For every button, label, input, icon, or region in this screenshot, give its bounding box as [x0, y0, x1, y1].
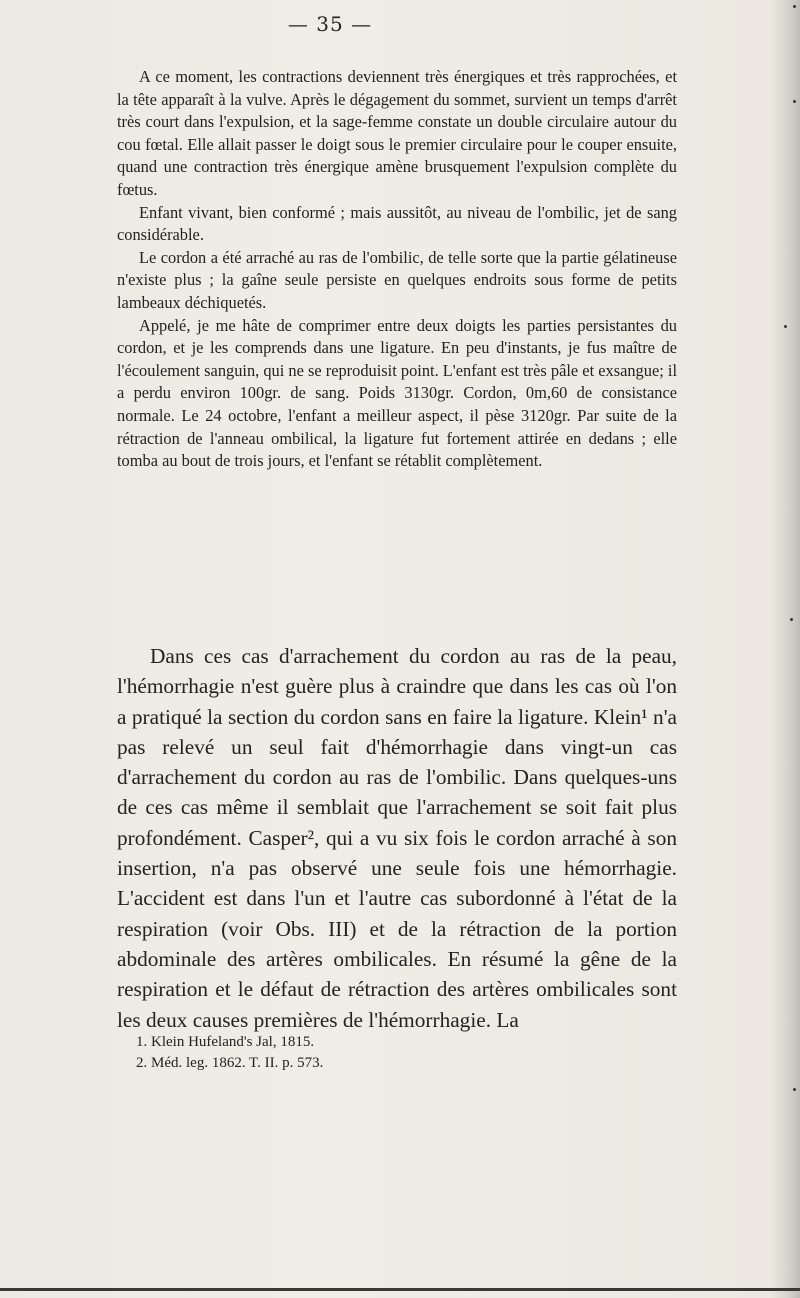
observation-paragraph: A ce moment, les contractions deviennent très énergiques et très rapprochées, et la tête apparaît à la vulve. Après le dégagement du sommet, survient un temps d'arrêt très court dans l'expulsion, et la sage-femme constate un double circulaire autour du cou fœtal. Elle allait passer le doigt sous le premier circulaire pour le couper ensuite, quand une contraction très énergique amène brusquement l'expulsion complète du fœtus.	[117, 67, 677, 199]
page-bottom-edge	[0, 1288, 800, 1291]
observation-paragraph: Appelé, je me hâte de comprimer entre deux doigts les parties persistantes du cordon, et je les comprends dans une ligature. En peu d'instants, je fus maître de l'écoulement sanguin, qui ne se reproduisit point. L'enfant est très pâle et exsangue; il a perdu environ 100gr. de sang. Poids 3130gr. Cordon, 0m,60 de consistance normale. Le 24 octobre, l'enfant a meilleur aspect, il pèse 3120gr. Par suite de la rétraction de l'anneau ombilical, la ligature fut fortement attirée en dedans ; elle tomba au bout de trois jours, et l'enfant se rétablit complètement.	[117, 315, 677, 471]
footnotes	[117, 1032, 677, 1074]
main-text-block	[117, 641, 677, 1035]
scan-speck	[784, 325, 787, 328]
footnote-2: 2. Méd. leg. 1862. T. II. p. 573.	[136, 1055, 324, 1071]
footnote-1: 1. Klein Hufeland's Jal, 1815.	[136, 1034, 315, 1050]
observation-text-block	[117, 66, 677, 473]
observation-paragraph: Le cordon a été arraché au ras de l'ombilic, de telle sorte que la partie gélatineuse n'existe plus ; la gaîne seule persiste en quelques endroits sous forme de petits lambeaux déchiquetés.	[117, 247, 677, 312]
scan-speck	[790, 618, 793, 621]
observation-paragraph: Enfant vivant, bien conformé ; mais aussitôt, au niveau de l'ombilic, jet de sang considérable.	[117, 202, 677, 245]
page-edge-shadow	[770, 0, 800, 1298]
scan-speck	[793, 1088, 796, 1091]
scan-speck	[793, 5, 796, 8]
scan-speck	[793, 100, 796, 103]
main-paragraph: Dans ces cas d'arrachement du cordon au ras de la peau, l'hémorrhagie n'est guère plus à craindre que dans les cas où l'on a pratiqué la section du cordon sans en faire la ligature. Klein¹ n'a pas relevé un seul fait d'hémorrhagie dans vingt-un cas d'arrachement du cordon au ras de l'ombilic. Dans quelques-uns de ces cas même il semblait que l'arrachement se soit fait plus profondément. Casper², qui a vu six fois le cordon arraché à son insertion, n'a pas observé une seule fois une hémorrhagie. L'accident est dans l'un et l'autre cas subordonné à l'état de la respiration (voir Obs. III) et de la rétraction de la portion abdominale des artères ombilicales. En résumé la gêne de la respiration et le défaut de rétraction des artères ombilicales sont les deux causes premières de l'hémorrhagie. La	[117, 644, 677, 1032]
page-number: — 35 —	[287, 12, 373, 36]
